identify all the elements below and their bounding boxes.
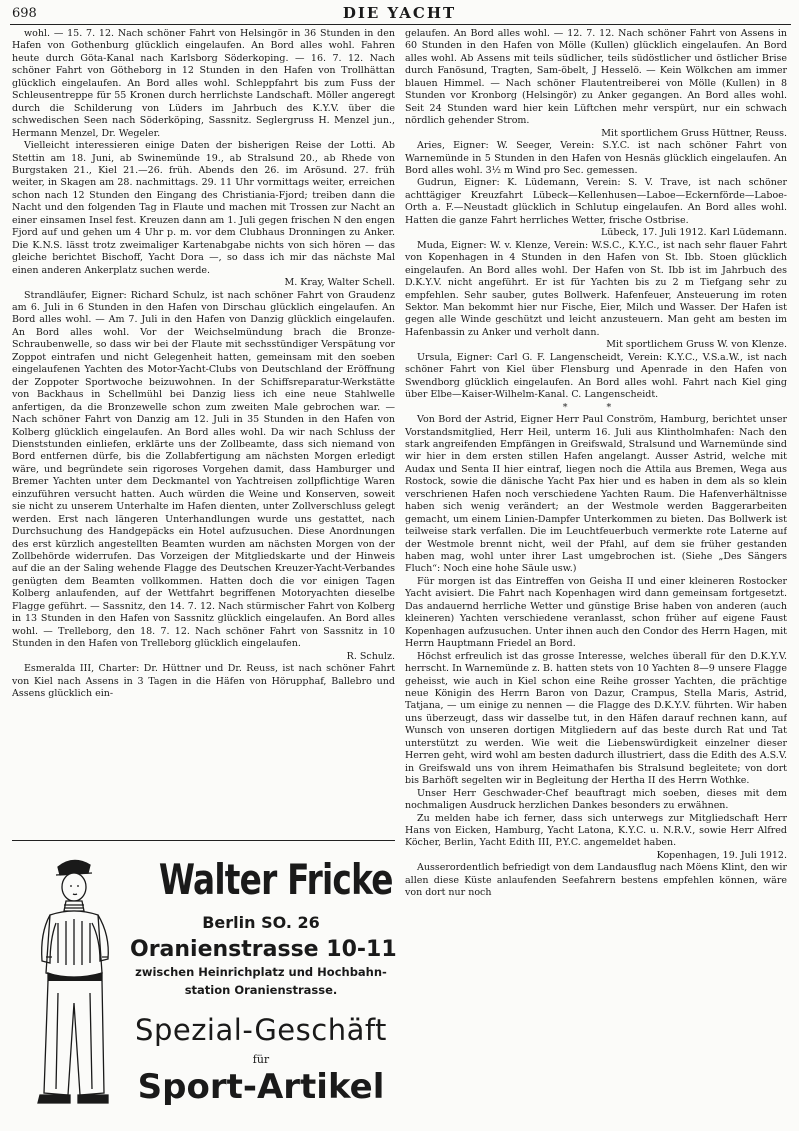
ad-company-name: Walter Fricke <box>158 855 393 904</box>
paragraph: Zu melden habe ich ferner, dass sich unterwegs zur Mitgliedschaft Herr Hans von Eicken, Hamburg, Yacht Latona, K.Y.C. u. N.R.V., sowie Herr Alfred Köcher, Berlin, Yacht Edith III, P.Y.C. angemeldet haben. <box>405 812 787 849</box>
paragraph: gelaufen. An Bord alles wohl. — 12. 7. 12. Nach schöner Fahrt von Assens in 60 Stunden in den Hafen von Mölle (Kullen) glücklich eingelaufen. An Bord alles wohl. Ab Assens mit teils südlicher, teils südöstlicher und östlicher Brise durch Fanösund, Tragten, Sam-öbelt, J Hesselö. — Kein Wölkchen am immer blauen Himmel. — Nach schöner Flautentreiberei von Mölle (Kullen) in 8 Stunden vor Kronborg (Helsingör) zu Anker gegangen. An Bord alles wohl. Seit 24 Stunden ward hier kein Lüftchen mehr verspürt, nur ein schwach nördlich gehender Strom. <box>405 28 787 127</box>
advertisement <box>12 840 395 1126</box>
paragraph: wohl. — 15. 7. 12. Nach schöner Fahrt von Helsingör in 36 Stunden in den Hafen von Gothenburg glücklich eingelaufen. An Bord alles wohl. Fahren heute durch Göta-Kanal nach Karlsborg Söderkoping. — 16. 7. 12. Nach schöner Fahrt von Götheborg in 12 Stunden in den Hafen von Trollhättan glücklich eingelaufen. An Bord alles wohl. Schleppfahrt bis zum Fuss der Schleusentreppe für 55 Kronen durch herrlichste Landschaft. Möller angeregt durch die Schilderung von Lüders im Jahrbuch des K.Y.V. über die schwedischen Seen nach Söderköping, Sassnitz. Seglergruss H. Menzel jun., Hermann Menzel, Dr. Wegeler. <box>12 28 395 139</box>
page-number: 698 <box>12 6 37 21</box>
left-column <box>12 28 395 840</box>
ad-street: Oranienstrasse 10-11 <box>130 937 397 962</box>
paragraph: Für morgen ist das Eintreffen von Geisha II und einer kleineren Rostocker Yacht avisiert. Die Fahrt nach Kopenhagen wird dann gemeinsam fortgesetzt. Das andauernd herrliche Wetter und günstige Brise haben von anderen (auch kleineren) Yachten verschiedene veranlasst, schon früher auf eigene Faust Kopenhagen aufzusuchen. Unter ihnen auch den Condor des Herrn Hagen, mit Herrn Hauptmann Friedel an Bord. <box>405 575 787 650</box>
paragraph: Vielleicht interessieren einige Daten der bisherigen Reise der Lotti. Ab Stettin am 18. Juni, ab Swinemünde 19., ab Stralsund 20., ab Rhede von Burgstaken 21., Kiel 21.—26. früh. Abends den 26. im Arösund. 27. früh weiter, in Skagen am 28. nachmittags. 29. 11 Uhr vormittags weiter, erreichen schon nach 12 Stunden den Eingang des Christiania-Fjord; treiben dann die Nacht und den folgenden Tag in Flaute und machen mit Trossen zur Nacht an einer einsamen Insel fest. Kreuzen dann am 1. Juli gegen frischen N den engen Fjord auf und gehen um 4 Uhr p. m. vor dem Clubhaus Dronningen zu Anker. Die K.N.S. lässt trotz zweimaliger Kartenabgabe nichts von sich hören — das gleiche berichtet Bischoff, Yacht Dora —, so dass ich mir das nächste Mal einen anderen Ankerplatz suchen werde. <box>12 140 395 276</box>
paragraph: Esmeralda III, Charter: Dr. Hüttner und Dr. Reuss, ist nach schöner Fahrt von Kiel nach Assens in 3 Tagen in die Häfen von Hörupphaf, Ballebro und Assens glücklich ein- <box>12 663 395 700</box>
ad-location-line-1: zwischen Heinrichplatz und Hochbahn- <box>135 965 387 979</box>
ad-city: Berlin SO. 26 <box>202 913 320 932</box>
paragraph: Ursula, Eigner: Carl G. F. Langenscheidt, Verein: K.Y.C., V.S.a.W., ist nach schöner Fahrt von Kiel über Flensburg und Apenrade in den Hafen von Swendborg glücklich eingelaufen. An Bord alles wohl. Fahrt nach Kiel ging über Elbe—Kaiser-Wilhelm-Kanal. C. Langenscheidt. <box>405 351 787 401</box>
sailor-figure-illustration <box>18 853 128 1121</box>
paragraph: Von Bord der Astrid, Eigner Herr Paul Conström, Hamburg, berichtet unser Vorstandsmitglied, Herr Heil, unterm 16. Juli aus Klintholmhafen: Nach den stark angreifenden Empfängen in Greifswald, Stralsund und Warnemünde sind wir hier in dem ersten stillen Hafen angelangt. Ausser Astrid, welche mit Audax und Senta II hier eintraf, liegen noch die Attila aus Bremen, Wega aus Rostock, sowie die dänische Yacht Pax hier und es haben in dem als so klein verschrienen Hafen noch verschiedene Yachten Raum. Die Hafenverhältnisse haben sich wenig verändert; an der Westmole werden Baggerarbeiten gemacht, um einem Linien-Dampfer Unterkommen zu bieten. Das Bollwerk ist teilweise stark verfallen. Die im Leuchtfeuerbuch vermerkte rote Laterne auf der Westmole brennt nicht, weil der Pfahl, auf dem sie früher gestanden haben mag, wohl unter ihrer Last umgebrochen ist. (Siehe „Des Sängers Fluch“: Noch eine hohe Säule usw.) <box>405 414 787 575</box>
signature-line: R. Schulz. <box>346 650 395 662</box>
paragraph: Gudrun, Eigner: K. Lüdemann, Verein: S. V. Trave, ist nach schöner achttägiger Kreuzfahrt Lübeck—Kellenhusen—Laboe—Eckernförde—Laboe-Orth a. F.—Neustadt glücklich in Schlutup eingelaufen. An Bord alles wohl. Hatten die ganze Fahrt herrliches Wetter, frische Ostbrise. <box>405 177 787 226</box>
signature-line: M. Kray, Walter Schell. <box>284 277 395 289</box>
signature-line: Mit sportlichem Gruss W. von Klenze. <box>606 339 787 351</box>
ad-product: Sport-Artikel <box>137 1067 385 1107</box>
running-title: DIE YACHT <box>342 4 457 22</box>
signature-line: Kopenhagen, 19. Juli 1912. <box>656 849 787 861</box>
ad-location-line-2: station Oranienstrasse. <box>184 983 338 997</box>
ad-specialty: Spezial-Geschäft <box>135 1013 387 1047</box>
paragraph: Aries, Eigner: W. Seeger, Verein: S.Y.C. ist nach schöner Fahrt von Warnemünde in 5 Stunden in den Hafen von Hesnäs glücklich eingelaufen. An Bord alles wohl. 3½ m Wind pro Sec. gemessen. <box>405 140 787 176</box>
paragraph: Höchst erfreulich ist das grosse Interesse, welches überall für den D.K.Y.V. herrscht. In Warnemünde z. B. hatten stets von 10 Yachten 8—9 unsere Flagge geheisst, wie auch in Kiel schon eine Reihe grosser Yachten, die prächtige neue Königin des Herrn Baron von Dazur, Crampus, Stella Maris, Astrid, Tatjana, — um einige zu nennen — die Flagge des D.K.Y.V. führten. Wir haben uns überzeugt, dass wir dasselbe tut, in den Häfen darauf rechnen kann, auf Wunsch von unseren dortigen Mitgliedern auf das beste durch Rat und Tat unterstützt zu werden. Wie weit die Liebenswürdigkeit einzelner dieser Herren geht, wird wohl am besten dadurch illustriert, dass die Edith des A.S.V. in Greifswald uns von ihrem Heimathafen bis Stralsund begleitete; von dort bis Barhöft segelten wir in Begleitung der Hertha II des Herrn Wothke. <box>405 650 787 787</box>
ad-for: für <box>252 1053 270 1066</box>
paragraph: Unser Herr Geschwader-Chef beauftragt mich soeben, dieses mit dem nochmaligen Ausdruck herzlichen Dankes besonders zu erwähnen. <box>405 787 787 812</box>
signature-line: Lübeck, 17. Juli 1912. Karl Lüdemann. <box>600 227 787 239</box>
paragraph: Muda, Eigner: W. v. Klenze, Verein: W.S.C., K.Y.C., ist nach sehr flauer Fahrt von Kopenhagen in 4 Stunden in den Hafen von St. Ibb. Stoen glücklich eingelaufen. An Bord alles wohl. Der Hafen von St. Ibb ist im Jahrbuch des D.K.Y.V. nicht angeführt. Er ist für Yachten bis zu 2 m Tiefgang sehr zu empfehlen. Sehr sauber, gutes Bollwerk. Hafenfeuer, Ansteuerung im roten Sektor. Man bekommt hier nur Fische, Eier, Milch und Wasser. Der Hafen ist gegen alle Winde geschützt und leicht anzusteuern. Man geht am besten im Hafenbassin zu Anker und verholt dann. <box>405 239 787 338</box>
signature-line: Mit sportlichem Gruss Hüttner, Reuss. <box>601 127 787 139</box>
paragraph: Strandläufer, Eigner: Richard Schulz, ist nach schöner Fahrt von Graudenz am 6. Juli in 6 Stunden in den Hafen von Dirschau glücklich eingelaufen. An Bord alles wohl. — Am 7. Juli in den Hafen von Danzig glücklich eingelaufen. An Bord alles wohl. Vor der Weichselmündung brach die Bronze-Schraubenwelle, so dass wir bei der Flaute mit sechsstündiger Verspätung vor Zoppot eintrafen und nicht Gelegenheit hatten, gemeinsam mit den soeben eingelaufenen Yachten des Motor-Yacht-Clubs von Deutschland der Eröffnung der Zoppoter Sportwoche beizuwohnen. In der Schiffsreparatur-Werkstätte von Backhaus in Schellmühl bei Danzig liess ich eine neue Stahlwelle anfertigen, da die Bronzewelle schon zum zweiten Male gebrochen war. — Nach schöner Fahrt von Danzig am 12. Juli in 35 Stunden in den Hafen von Kolberg glücklich eingelaufen. An Bord alles wohl. Da wir nach Schluss der Dienststunden einliefen, erklärte uns der Zollbeamte, dass sich niemand von Bord entfernen dürfe, bis die Zollabfertigung am nächsten Morgen erledigt wäre, und begründete sein rigoroses Vorgehen damit, dass Hamburger und Bremer Yachten unter dem Deckmantel von Yachtreisen zollpflichtige Waren einzuführen versucht hatten. Auch würden die Weine und Konserven, soweit sie nicht zu unserem Unterhalte im Hafen dienten, unter Zollverschluss gelegt werden. Erst nach längeren Unterhandlungen wurde uns gestattet, nach Durchsuchung des Handgepäcks ein Hotel aufzusuchen. Diese Anordnungen des erst kürzlich angestellten Beamten wurden am nächsten Morgen von der Zollbehörde widerrufen. Das Vorzeigen der Mitgliedskarte und der Hinweis auf die an der Saling wehende Flagge des Deutschen Kreuzer-Yacht-Verbandes genügten dem Beamten vollkommen. Hatten doch die vor einigen Tagen Kolberg anlaufenden, auf der Wettfahrt begriffenen Motoryachten dieselbe Flagge geführt. — Sassnitz, den 14. 7. 12. Nach stürmischer Fahrt von Kolberg in 13 Stunden in den Hafen von Sassnitz glücklich eingelaufen. An Bord alles wohl. — Trelleborg, den 18. 7. 12. Nach schöner Fahrt von Sassnitz in 10 Stunden in den Hafen von Trelleborg glücklich eingelaufen. <box>12 289 395 650</box>
section-separator: * * <box>562 401 630 413</box>
paragraph: Ausserordentlich befriedigt von dem Landausflug nach Möens Klint, den wir allen diese Küste anlaufenden Seefahrern bestens empfehlen können, wäre von dort nur noch <box>405 862 787 899</box>
header-rule <box>10 24 791 25</box>
right-column <box>405 28 787 1128</box>
